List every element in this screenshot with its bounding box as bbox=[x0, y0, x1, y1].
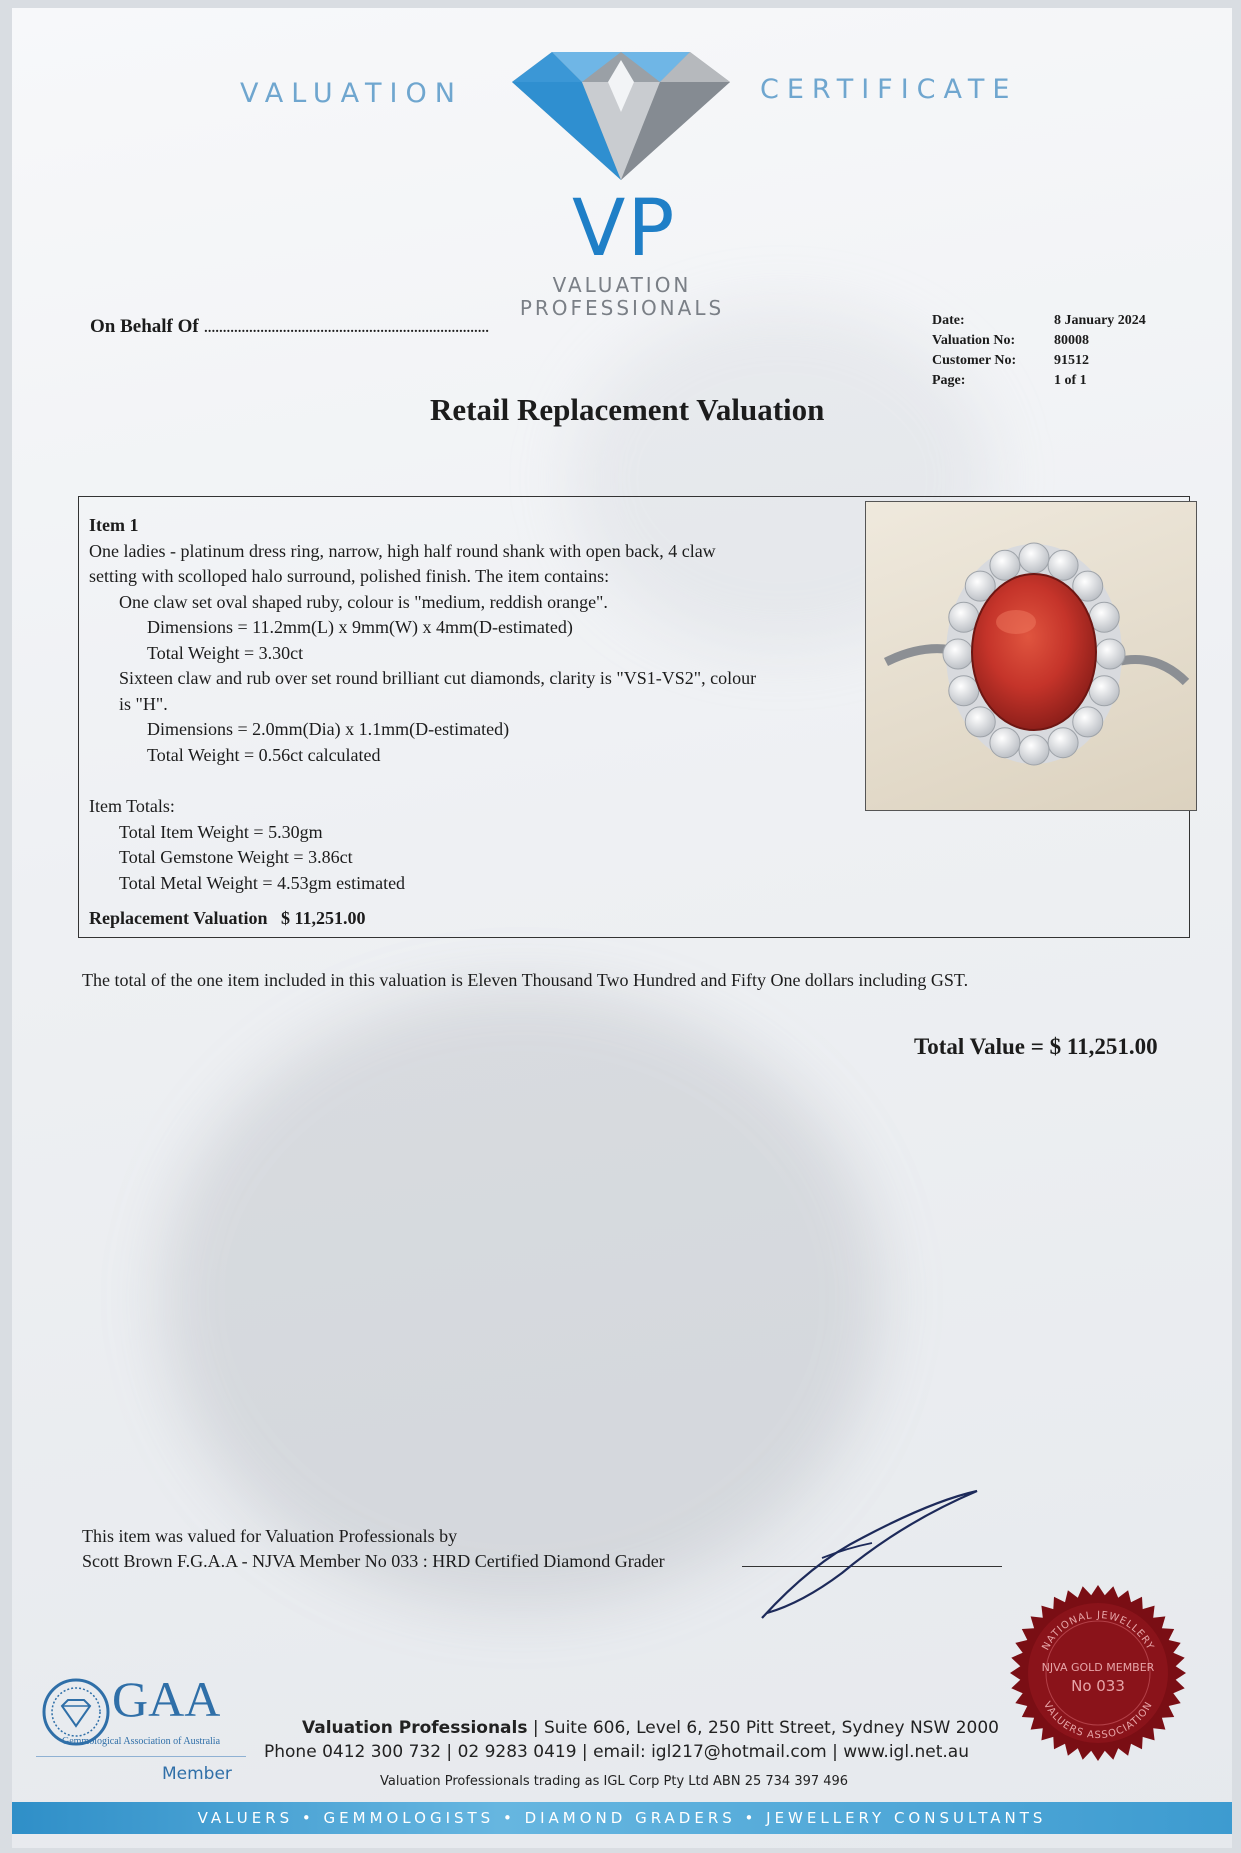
item-description bbox=[89, 513, 864, 932]
total-gemstone-weight: Total Gemstone Weight = 3.86ct bbox=[119, 847, 353, 867]
footer-company: Valuation Professionals bbox=[302, 1718, 528, 1738]
halo-diamond bbox=[1095, 639, 1125, 669]
meta-value: 80008 bbox=[1054, 333, 1089, 348]
footer-address-line bbox=[302, 1718, 999, 1738]
page-title: Retail Replacement Valuation bbox=[430, 392, 825, 427]
on-behalf-of bbox=[90, 316, 488, 338]
logo-sub-valuation: VALUATION bbox=[552, 273, 692, 297]
item-desc-line2: setting with scolloped halo surround, polished finish. The item contains: bbox=[89, 566, 610, 586]
ruby-line: One claw set oval shaped ruby, colour is "medium, reddish orange". bbox=[119, 591, 608, 612]
meta-key: Valuation No: bbox=[932, 333, 1016, 348]
ring-photo bbox=[865, 501, 1197, 811]
halo-diamond bbox=[990, 550, 1020, 580]
footer-banner: VALUERS • GEMMOLOGISTS • DIAMOND GRADERS • JEWELLERY CONSULTANTS bbox=[12, 1802, 1232, 1834]
certificate-page bbox=[12, 8, 1232, 1848]
halo-diamond bbox=[1048, 550, 1078, 580]
total-item-weight: Total Item Weight = 5.30gm bbox=[119, 821, 323, 842]
seal-line2: No 033 bbox=[1071, 1677, 1125, 1695]
diamond-line1: Sixteen claw and rub over set round brilliant cut diamonds, clarity is "VS1-VS2", colour bbox=[119, 668, 757, 688]
ruby-dimensions: Dimensions = 11.2mm(L) x 9mm(W) x 4mm(D-estimated) bbox=[147, 617, 573, 637]
njva-seal bbox=[1008, 1583, 1188, 1763]
meta-value: 91512 bbox=[1054, 353, 1089, 368]
halo-diamond bbox=[1073, 707, 1103, 737]
valuer-line1: This item was valued for Valuation Professionals by bbox=[82, 1526, 458, 1546]
vp-logo-letters: VP bbox=[572, 184, 677, 274]
halo-diamond bbox=[965, 707, 995, 737]
replacement-amount: $ 11,251.00 bbox=[281, 908, 366, 928]
footer-trading: Valuation Professionals trading as IGL Corp Pty Ltd ABN 25 734 397 496 bbox=[380, 1774, 849, 1789]
diamond-line2: is "H". bbox=[119, 693, 168, 714]
halo-diamond bbox=[1048, 728, 1078, 758]
valuer-block bbox=[82, 1524, 665, 1574]
meta-value: 8 January 2024 bbox=[1054, 313, 1146, 328]
header-certificate-word: CERTIFICATE bbox=[760, 74, 1018, 105]
valuer-line2: Scott Brown F.G.A.A - NJVA Member No 033 : HRD Certified Diamond Grader bbox=[82, 1551, 665, 1571]
diamond-logo-icon bbox=[512, 52, 730, 182]
summary-text: The total of the one item included in this valuation is Eleven Thousand Two Hundred and Fifty One dollars including GST. bbox=[82, 970, 969, 990]
on-behalf-dots: ............................................................................ bbox=[203, 316, 489, 337]
logo-sub-professionals: PROFESSIONALS bbox=[519, 296, 725, 320]
gaa-sub: Gemmological Association of Australia bbox=[61, 1736, 221, 1747]
totals-heading: Item Totals: bbox=[89, 796, 175, 816]
item-heading: Item 1 bbox=[89, 515, 139, 535]
seal-arc-top: NATIONAL JEWELLERY bbox=[1040, 1609, 1156, 1653]
halo-diamond bbox=[949, 676, 979, 706]
halo-diamond bbox=[1089, 676, 1119, 706]
total-metal-weight: Total Metal Weight = 4.53gm estimated bbox=[119, 872, 406, 893]
signature-scribble bbox=[752, 1483, 982, 1623]
meta-row-page bbox=[932, 373, 1146, 393]
item-desc-line1: One ladies - platinum dress ring, narrow, high half round shank with open back, 4 claw bbox=[89, 540, 716, 561]
meta-block bbox=[932, 313, 1146, 393]
ruby-weight: Total Weight = 3.30ct bbox=[147, 642, 304, 663]
replacement-label: Replacement Valuation bbox=[89, 908, 268, 928]
footer-contact: Phone 0412 300 732 | 02 9283 0419 | email: igl217@hotmail.com | www.igl.net.au bbox=[264, 1742, 969, 1762]
footer-address: | Suite 606, Level 6, 250 Pitt Street, Sydney NSW 2000 bbox=[527, 1718, 999, 1738]
diamond-weight: Total Weight = 0.56ct calculated bbox=[147, 744, 381, 765]
item-box bbox=[78, 496, 1190, 938]
meta-row-customer-no bbox=[932, 353, 1146, 373]
on-behalf-label: On Behalf Of bbox=[90, 316, 199, 337]
meta-key: Customer No: bbox=[932, 353, 1017, 368]
replacement-valuation bbox=[89, 906, 864, 932]
meta-row-valuation-no bbox=[932, 333, 1146, 353]
halo-diamond bbox=[943, 639, 973, 669]
diamond-dimensions: Dimensions = 2.0mm(Dia) x 1.1mm(D-estimated) bbox=[147, 719, 510, 739]
gaa-divider bbox=[36, 1756, 246, 1757]
meta-row-date bbox=[932, 313, 1146, 333]
halo-diamond bbox=[1019, 735, 1049, 765]
gaa-member: Member bbox=[162, 1764, 232, 1784]
meta-value: 1 of 1 bbox=[1054, 373, 1087, 388]
meta-key: Date: bbox=[932, 313, 965, 328]
ruby-ring-image bbox=[866, 502, 1196, 810]
total-value: Total Value = $ 11,251.00 bbox=[914, 1034, 1158, 1059]
seal-arc-bottom: VALUERS ASSOCIATION bbox=[1041, 1699, 1155, 1742]
seal-line1: NJVA GOLD MEMBER bbox=[1041, 1661, 1155, 1674]
meta-key: Page: bbox=[932, 373, 966, 388]
gaa-letters: GAA bbox=[112, 1671, 221, 1727]
halo-diamond bbox=[1019, 543, 1049, 573]
halo-diamond bbox=[990, 728, 1020, 758]
header-valuation-word: VALUATION bbox=[240, 78, 463, 109]
